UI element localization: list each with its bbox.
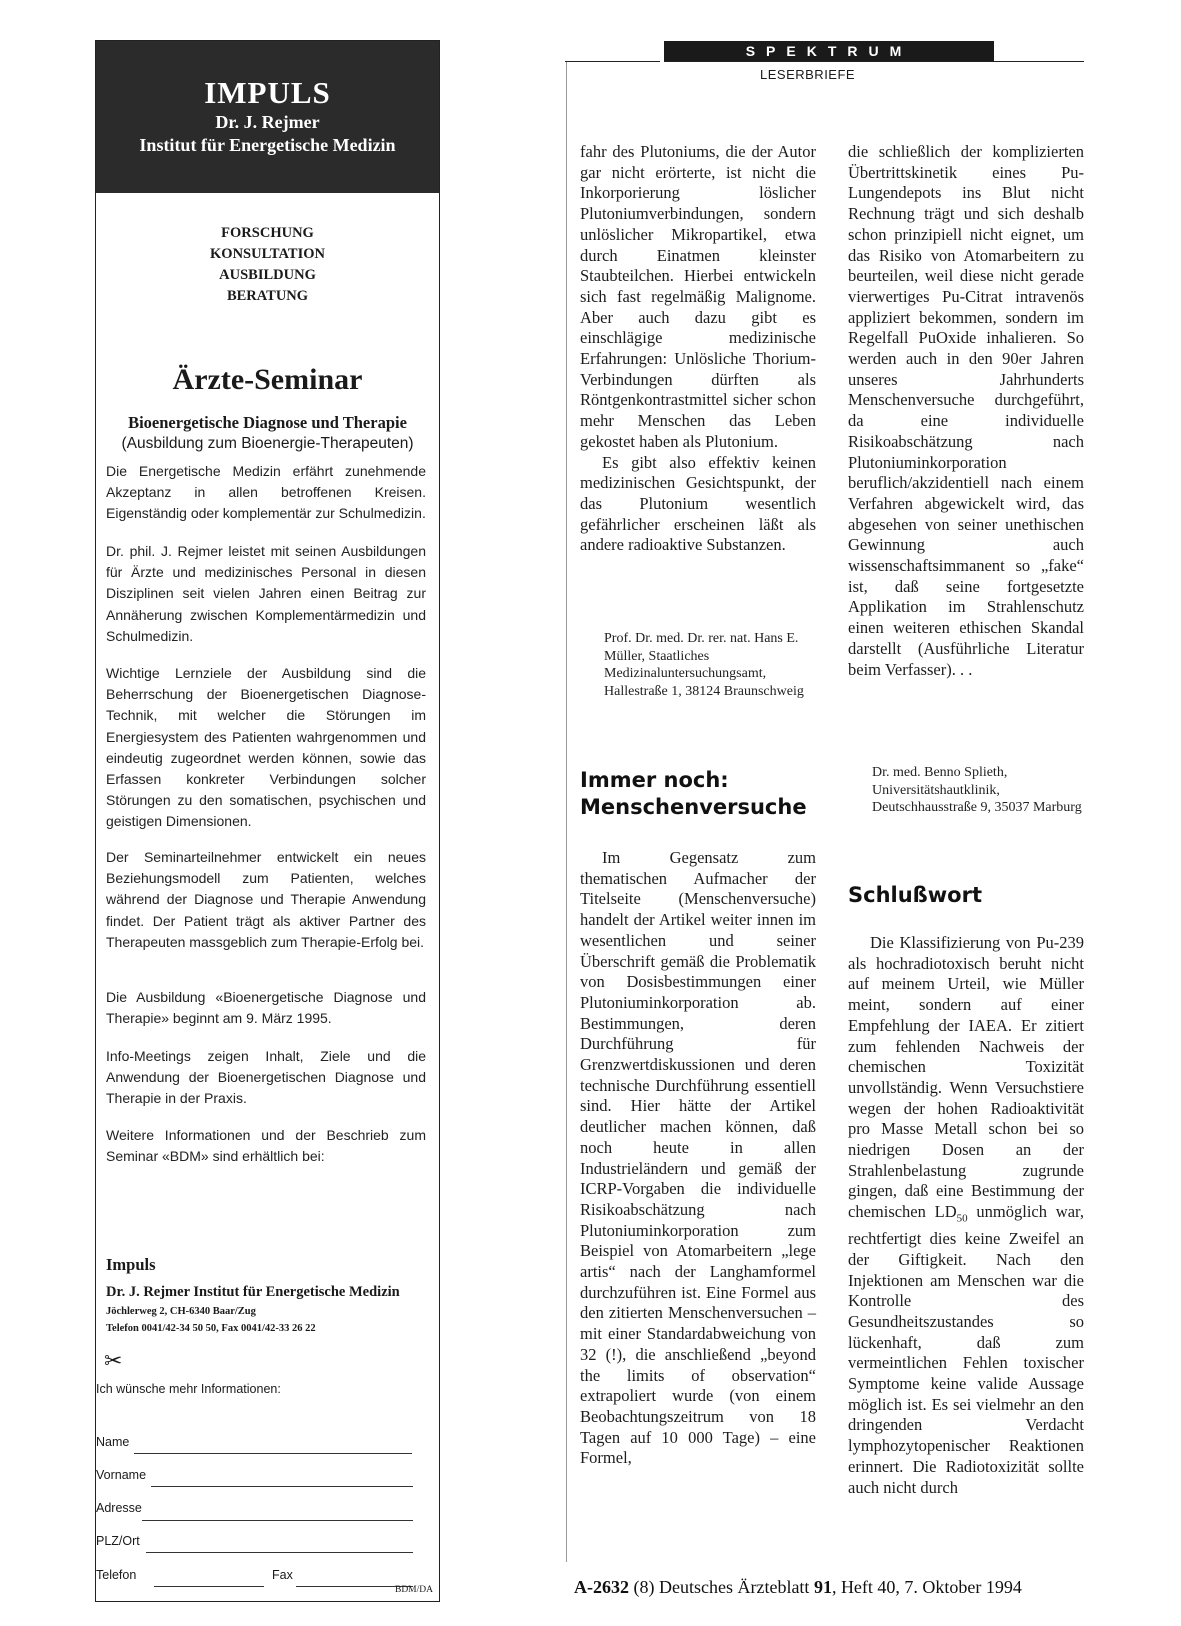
ad-seminar-note: (Ausbildung zum Bioenergie-Therapeuten)	[121, 435, 414, 452]
name-field[interactable]	[134, 1452, 412, 1454]
vorname-field[interactable]	[151, 1485, 413, 1487]
journal-name: (8) Deutsches Ärzteblatt	[633, 1577, 810, 1597]
ad-service-item: BERATUNG	[226, 288, 309, 304]
form-label: Fax	[272, 1568, 293, 1582]
letter1-signature: Prof. Dr. med. Dr. rer. nat. Hans E. Müller, Staatliches Medizinaluntersuchungsamt, Hallestraße 1, 38124 Braunschweig	[604, 631, 804, 699]
scissors-icon: ✂	[104, 1349, 123, 1374]
form-label: PLZ/Ort	[96, 1534, 140, 1548]
header-rule	[565, 61, 660, 62]
ad-service-item: FORSCHUNG	[221, 225, 314, 241]
ad-contact-phone: Telefon 0041/42-34 50 50, Fax 0041/42-33 26 22	[106, 1323, 316, 1334]
page-footer	[574, 1577, 1022, 1598]
letter1-paragraph: fahr des Plutoniums, die der Autor gar nicht erörterte, ist nicht die Inkorporierung löslicher Plutoniumverbindungen, sondern unlöslicher Mikropartikel, etwa durch Einatmen kleinster Staubteilchen. Hierbei entwickeln sich fast regelmäßig Malignome. Aber auch dazu gibt es einschlägige medizinische Erfahrungen: Unlösliche Thorium-Verbindungen dürften als Röntgenkontrastmittel sicher schon mehr Menschen das Leben gekostet haben als Plutonium.	[580, 142, 816, 451]
adresse-field[interactable]	[142, 1519, 413, 1521]
ad-institute: Institut für Energetische Medizin	[139, 135, 396, 155]
ad-service-item: KONSULTATION	[210, 246, 325, 262]
letter3-text: Die Klassifizierung von Pu-239 als hochradiotoxisch beruht nicht auf meinem Urteil, wie Müller meint, sondern auf einer Empfehlung der IAEA. Er zitiert zum fehlenden Nachweis der chemischen Toxizität unvollständig. Wenn Versuchstiere wegen der hohen Radioaktivität pro Masse Metall schon bei so niedrigen Dosen an der Strahlenbelastung zugrunde gingen, daß eine Bestimmung der chemischen LD	[848, 933, 1084, 1222]
letter1-body	[580, 142, 816, 556]
letter2-paragraph: die schließlich der komplizierten Übertrittskinetik eines Pu-Lungendepots ins Blut nicht Rechnung trägt und sich deshalb schon prinzipiell nicht eignet, um das Risiko von Atomarbeitern zu beurteilen, weil diese nicht gerade vierwertiges Pu-Citrat intravenös appliziert bekommen, sondern im Regelfall PuOxide inhalieren. So werden auch in den 90er Jahren unseres Jahrhunderts Menschenversuche durchgeführt, da eine individuelle Risikoabschätzung nach Plutoniuminkorporation beruflich/akzidentiell nach einem Verfahren abgewickelt wird, das abgesehen von seiner unethischen Gewinnung auch wissenschaftsimmanent so „fake“ ist, daß seine fortgesetzte Applikation im Strahlenschutz einen weiteren ethischen Skandal darstellt (Ausführliche Literatur beim Verfasser). . .	[848, 142, 1084, 679]
advertisement-box	[95, 40, 440, 1602]
letter3-text: unmöglich war, rechtfertigt dies keine Zweifel an der Giftigkeit. Nach den Injektionen am Menschen war die Kontrolle des Gesundheitszustandes so lückenhaft, daß zum vermeintlichen Fehlen toxischer Symptome keine valide Aussage möglich ist. Es sei vielmehr an den dringenden Verdacht lymphozytopenischer Reaktionen erinnert. Die Radiotoxizität sollte auch nicht durch	[848, 1202, 1084, 1497]
form-label: Telefon	[96, 1568, 137, 1582]
letter3-body	[848, 933, 1084, 1498]
ad-header	[96, 41, 439, 193]
issue-date: , Heft 40, 7. Oktober 1994	[831, 1577, 1022, 1597]
telefon-field[interactable]	[154, 1585, 264, 1587]
ad-paragraph: Die Ausbildung «Bioenergetische Diagnose und Therapie» beginnt am 9. März 1995.	[106, 989, 426, 1027]
ad-contact-institute: Dr. J. Rejmer Institut für Energetische Medizin	[106, 1284, 400, 1300]
letter2-body-col2	[848, 142, 1084, 680]
ad-paragraph: Wichtige Lernziele der Ausbildung sind die Beherrschung der Bioenergetischen Diagnose-Technik, mit welcher die Störungen im Energiesystem des Patienten wahrgenommen und eindeutig zugeordnet werden können, sowie das Erfassen konkreter Verbindungen solcher Störungen zu den somatischen, psychischen und geistigen Dimensionen.	[106, 665, 426, 830]
plz-ort-field[interactable]	[146, 1551, 413, 1553]
ad-paragraph: Die Energetische Medizin erfährt zunehmende Akzeptanz in allen betroffenen Kreisen. Eigenständig oder komplementär zur Schulmedizin.	[106, 463, 426, 522]
ad-paragraph: Info-Meetings zeigen Inhalt, Ziele und die Anwendung der Bioenergetischen Diagnose und Therapie in der Praxis.	[106, 1048, 426, 1107]
form-label: Adresse	[96, 1501, 142, 1515]
letter2-paragraph: Im Gegensatz zum thematischen Aufmacher der Titelseite (Menschenversuche) handelt der Artikel weiter innen im wesentlichen und seiner Überschrift gemäß die Problematik von Dosisbestimmungen einer Plutoniuminkorporation ab. Bestimmungen, deren Durchführung für Grenzwertdiskussionen und deren technische Durchführung essentiell sind. Hier hätte der Artikel deutlicher machen können, daß noch heute in allen Industrieländern und gemäß der ICRP-Vorgaben die individuelle Risikoabschätzung nach Plutoniuminkorporation zum Beispiel von Atomarbeitern „lege artis“ nach der Langhamformel durchzuführen ist. Eine Formel aus den zitierten Menschenversuchen – mit einer Standardabweichung von 32 (!), die anschließend „beyond the limits of observation“ extrapoliert wurde (von einem Beobachtungszeitrum von 18 Tagen auf 10 000 Tage) – eine Formel,	[580, 848, 816, 1468]
form-label: Vorname	[96, 1468, 147, 1482]
ad-seminar-title: Ärzte-Seminar	[172, 363, 363, 396]
section-banner: SPEKTRUM	[664, 41, 994, 61]
ad-contact-brand: Impuls	[106, 1255, 156, 1274]
letter2-body-col1	[580, 848, 816, 1469]
subsection-label: LESERBRIEFE	[760, 67, 856, 82]
form-label: Name	[96, 1435, 130, 1449]
letter2-heading: Immer noch: Menschenversuche	[580, 768, 807, 819]
letter2-signature: Dr. med. Benno Splieth, Universitätshautklinik, Deutschhausstraße 9, 35037 Marburg	[872, 765, 1082, 815]
ad-service-item: AUSBILDUNG	[219, 267, 316, 283]
ad-paragraph: Weitere Informationen und der Beschrieb zum Seminar «BDM» sind erhältlich bei:	[106, 1127, 426, 1165]
ad-request-label: Ich wünsche mehr Informationen:	[96, 1382, 281, 1396]
ad-seminar-subtitle: Bioenergetische Diagnose und Therapie	[128, 413, 407, 432]
ad-code: BDM/DA	[394, 1585, 433, 1595]
header-rule	[664, 61, 1084, 62]
letter1-paragraph: Es gibt also effektiv keinen medizinischen Gesichtspunkt, der das Plutonium wesentlich gefährlicher erscheinen läßt als andere radioaktive Substanzen.	[580, 452, 816, 555]
ad-brand: IMPULS	[204, 75, 331, 110]
ad-services-list	[96, 223, 439, 307]
letter3-paragraph	[848, 933, 1084, 1498]
letter3-heading: Schlußwort	[848, 883, 982, 907]
ad-paragraph: Der Seminarteilnehmer entwickelt ein neues Beziehungsmodell zum Patienten, welches während der Diagnose und Therapie Anwendung findet. Der Patient trägt als aktiver Partner des Therapeuten massgeblich zum Therapie-Erfolg bei.	[106, 849, 426, 950]
letter3-subscript: 50	[956, 1212, 968, 1225]
ad-paragraph: Dr. phil. J. Rejmer leistet mit seinen Ausbildungen für Ärzte und medizinisches Personal in diesen Disziplinen seit vielen Jahren einen Beitrag zur Annäherung zwischen Komplementärmedizin und Schulmedizin.	[106, 543, 426, 644]
journal-volume: 91	[813, 1577, 832, 1597]
page-number: A-2632	[574, 1577, 629, 1597]
ad-author: Dr. J. Rejmer	[215, 112, 320, 132]
column-divider	[566, 62, 567, 1562]
ad-contact-address: Jöchlerweg 2, CH-6340 Baar/Zug	[106, 1306, 256, 1317]
